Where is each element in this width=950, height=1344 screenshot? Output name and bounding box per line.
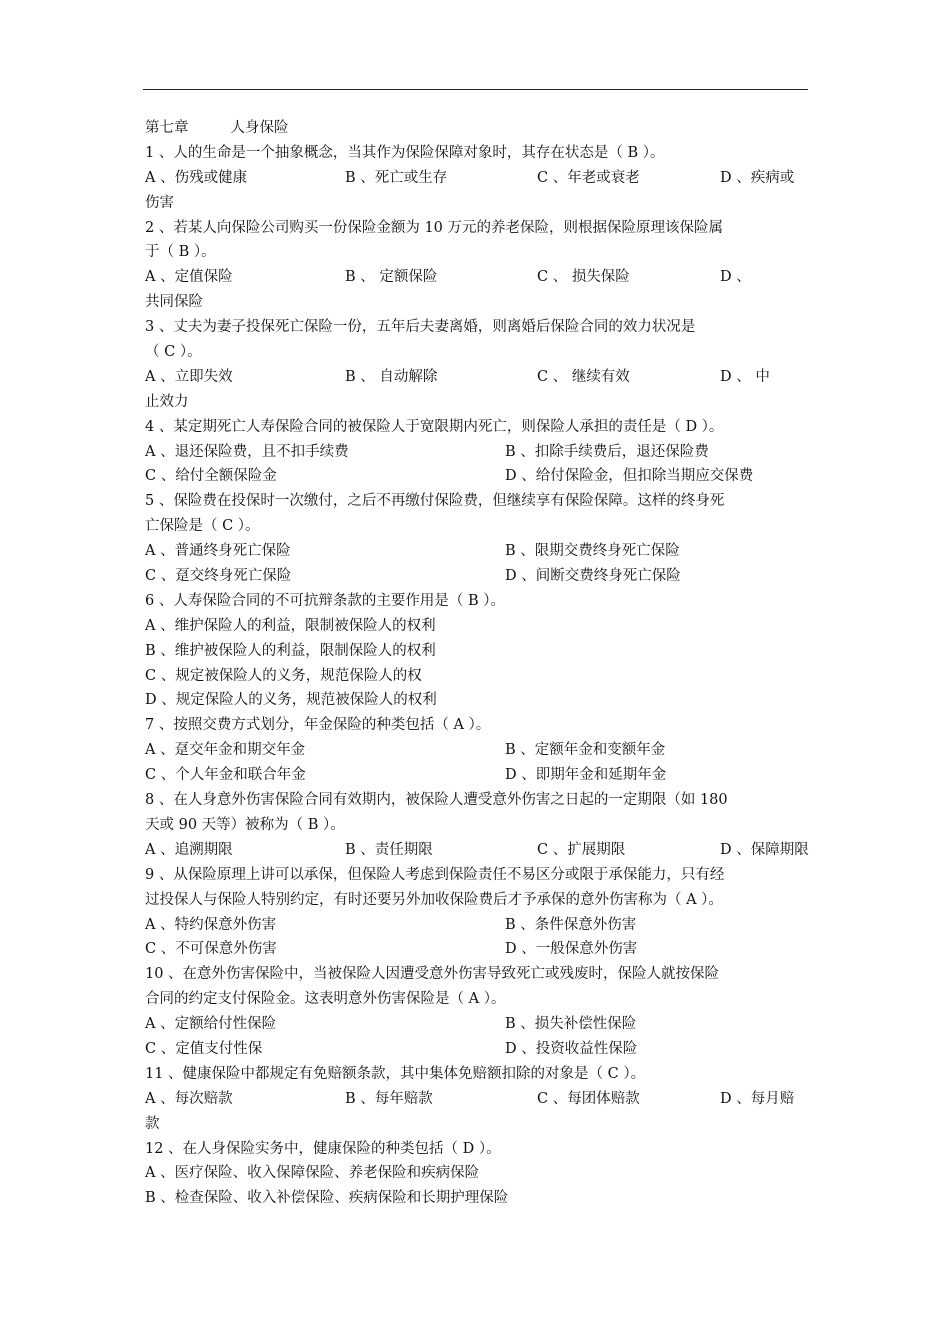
option-cell: A 、定额给付性保险	[145, 1016, 277, 1033]
option-row	[145, 937, 813, 962]
document-line: 10 、在意外伤害保险中，当被保险人因遭受意外伤害导致死亡或残废时，保险人就按保险	[145, 966, 720, 983]
option-cell: C 、给付全额保险金	[145, 468, 277, 485]
option-row	[145, 440, 813, 465]
document-line: 4 、某定期死亡人寿保险合同的被保险人于宽限期内死亡，则保险人承担的责任是（ D ）。	[145, 418, 724, 435]
option-cell: C 、 继续有效	[537, 368, 630, 385]
document-line: A 、医疗保险、收入保障保险、养老保险和疾病保险	[145, 1165, 480, 1182]
document-body	[145, 116, 813, 1211]
document-line: （ C ）。	[145, 344, 202, 361]
option-cell: A 、追溯期限	[145, 841, 233, 858]
option-cell: B 、死亡或生存	[345, 169, 448, 186]
option-cell: D 、给付保险金，但扣除当期应交保费	[505, 468, 754, 485]
document-line: 7 、按照交费方式划分，年金保险的种类包括（ A ）。	[145, 717, 491, 734]
option-cell: C 、不可保意外伤害	[145, 941, 277, 958]
option-cell: A 、定值保险	[145, 269, 233, 286]
document-line: B 、维护被保险人的利益，限制保险人的权利	[145, 642, 436, 659]
option-cell: A 、趸交年金和期交年金	[145, 742, 306, 759]
document-line: 止效力	[145, 393, 189, 410]
chapter-title: 人身保险	[230, 120, 289, 136]
option-row	[145, 265, 813, 290]
option-cell: B 、责任期限	[345, 841, 433, 858]
document-line: 9 、从保险原理上讲可以承保，但保险人考虑到保险责任不易区分或限于承保能力，只有经	[145, 866, 725, 883]
option-cell: C 、趸交终身死亡保险	[145, 568, 292, 585]
document-line: 11 、健康保险中都规定有免赔额条款，其中集体免赔额扣除的对象是（ C ）。	[145, 1065, 646, 1082]
option-row	[145, 539, 813, 564]
option-row	[145, 1012, 813, 1037]
option-cell: D 、 中	[720, 368, 770, 385]
document-line: B 、检查保险、收入补偿保险、疾病保险和长期护理保险	[145, 1190, 509, 1207]
option-cell: B 、 定额保险	[345, 269, 438, 286]
document-line: A 、维护保险人的利益，限制被保险人的权利	[145, 617, 436, 634]
option-cell: B 、 自动解除	[345, 368, 438, 385]
option-cell: D 、一般保意外伤害	[505, 941, 638, 958]
option-cell: A 、普通终身死亡保险	[145, 543, 291, 560]
option-cell: C 、年老或衰老	[537, 169, 640, 186]
chapter-heading	[145, 116, 813, 141]
option-cell: B 、限期交费终身死亡保险	[505, 543, 680, 560]
document-line: 8 、在人身意外伤害保险合同有效期内，被保险人遭受意外伤害之日起的一定期限（如 180	[145, 792, 728, 809]
document-line: 亡保险是（ C ）。	[145, 518, 260, 535]
option-cell: C 、 损失保险	[537, 269, 630, 286]
option-cell: C 、定值支付性保	[145, 1040, 263, 1057]
document-line: 3 、丈夫为妻子投保死亡保险一份，五年后夫妻离婚，则离婚后保险合同的效力状况是	[145, 319, 696, 336]
document-line: 款	[145, 1115, 160, 1132]
option-row	[145, 365, 813, 390]
document-line: 合同的约定支付保险金。这表明意外伤害保险是（ A ）。	[145, 991, 506, 1008]
option-cell: C 、每团体赔款	[537, 1090, 640, 1107]
document-line: C 、规定被保险人的义务，规范保险人的权	[145, 667, 422, 684]
document-line: 共同保险	[145, 294, 203, 311]
option-row	[145, 1037, 813, 1062]
option-cell: B 、损失补偿性保险	[505, 1016, 637, 1033]
option-cell: D 、间断交费终身死亡保险	[505, 568, 681, 585]
option-cell: D 、疾病或	[720, 169, 795, 186]
option-cell: D 、	[720, 269, 751, 286]
option-cell: C 、扩展期限	[537, 841, 626, 858]
option-cell: A 、立即失效	[145, 368, 233, 385]
header-rule	[143, 89, 808, 90]
option-row	[145, 913, 813, 938]
document-line: 伤害	[145, 194, 174, 211]
document-line: 过投保人与保险人特别约定，有时还要另外加收保险费后才予承保的意外伤害称为（ A ）。	[145, 891, 723, 908]
document-line: 1 、人的生命是一个抽象概念，当其作为保险保障对象时，其存在状态是（ B ）。	[145, 144, 665, 161]
option-cell: B 、扣除手续费后，退还保险费	[505, 443, 709, 460]
option-cell: D 、每月赔	[720, 1090, 795, 1107]
option-row	[145, 464, 813, 489]
option-row	[145, 738, 813, 763]
option-row	[145, 838, 813, 863]
chapter-number: 第七章	[145, 120, 189, 136]
option-cell: B 、每年赔款	[345, 1090, 433, 1107]
document-line: 天或 90 天等）被称为（ B ）。	[145, 816, 345, 833]
document-line: 于（ B ）。	[145, 244, 216, 261]
option-row	[145, 1087, 813, 1112]
option-cell: A 、退还保险费，且不扣手续费	[145, 443, 349, 460]
option-cell: B 、条件保意外伤害	[505, 916, 637, 933]
option-cell: A 、特约保意外伤害	[145, 916, 277, 933]
option-cell: A 、每次赔款	[145, 1090, 233, 1107]
option-cell: C 、个人年金和联合年金	[145, 767, 306, 784]
option-cell: A 、伤残或健康	[145, 169, 248, 186]
document-line: D 、规定保险人的义务，规范被保险人的权利	[145, 692, 437, 709]
option-cell: B 、定额年金和变额年金	[505, 742, 666, 759]
option-cell: D 、投资收益性保险	[505, 1040, 638, 1057]
option-cell: D 、即期年金和延期年金	[505, 767, 667, 784]
option-row	[145, 564, 813, 589]
option-cell: D 、保障期限	[720, 841, 809, 858]
option-row	[145, 763, 813, 788]
document-line: 2 、若某人向保险公司购买一份保险金额为 10 万元的养老保险，则根据保险原理该保险属	[145, 219, 723, 236]
document-line: 12 、在人身保险实务中，健康保险的种类包括（ D ）。	[145, 1140, 501, 1157]
option-row	[145, 166, 813, 191]
document-line: 6 、人寿保险合同的不可抗辩条款的主要作用是（ B ）。	[145, 592, 505, 609]
document-line: 5 、保险费在投保时一次缴付，之后不再缴付保险费，但继续享有保险保障。这样的终身死	[145, 493, 725, 510]
